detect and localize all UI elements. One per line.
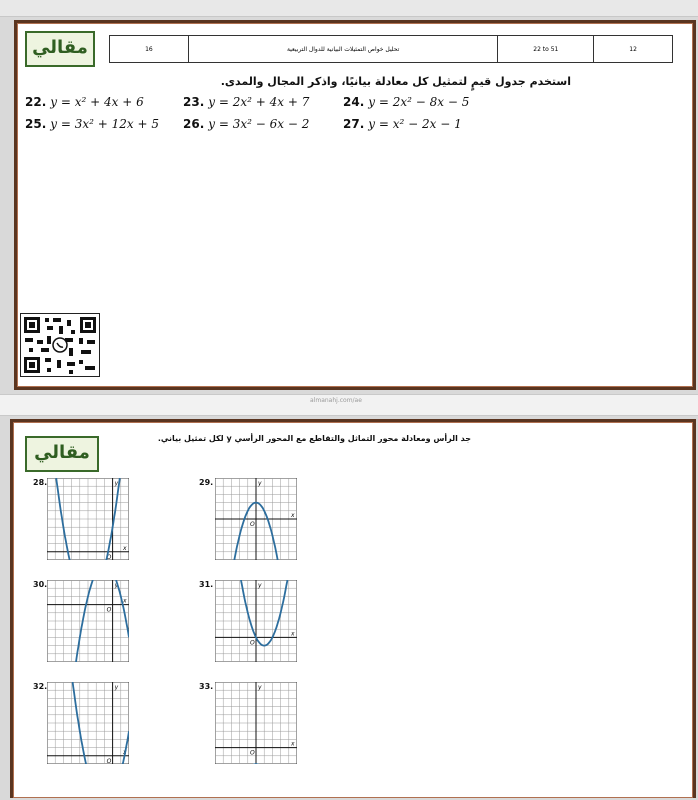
- graph-number: 28.: [33, 478, 48, 487]
- equation-item: [183, 95, 309, 109]
- parabola-graph: [215, 478, 297, 560]
- instruction-text: جد الرأس ومعادلة محور التماثل والتقاطع مع المحور الرأسي y لكل تمثيل بياني.: [157, 434, 471, 443]
- info-cell-count: 12: [594, 36, 673, 63]
- equation-expression: y = 3x² + 12x + 5: [50, 117, 159, 131]
- parabola-graph: [47, 682, 129, 764]
- browser-top-strip: [0, 0, 698, 17]
- y-axis-label: y: [258, 480, 262, 487]
- origin-label: O: [250, 639, 255, 647]
- parabola-graph: [47, 478, 129, 560]
- y-axis-label: y: [114, 684, 119, 691]
- equation-item: [25, 95, 144, 109]
- parabola-graph: [215, 682, 297, 764]
- graph-number: 30.: [33, 580, 48, 589]
- origin-label: O: [106, 553, 112, 560]
- parabola-graph: [47, 580, 129, 662]
- y-axis-label: y: [258, 684, 262, 691]
- equation-item: [183, 117, 309, 131]
- equation-item: [343, 95, 469, 109]
- x-axis-label: x: [291, 512, 295, 519]
- worksheet-page-2: [10, 419, 696, 798]
- instruction-text: استخدم جدول قيمٍ لتمثيل كل معادلة بيانيًا، واذكر المجال والمدى.: [220, 75, 571, 88]
- essay-stamp: مقالي: [25, 436, 99, 472]
- x-axis-label: x: [123, 544, 127, 552]
- equation-number: 25.: [25, 117, 47, 131]
- origin-label: O: [250, 749, 255, 757]
- origin-label: O: [106, 606, 112, 614]
- equation-number: 26.: [183, 117, 205, 131]
- equation-number: 22.: [25, 95, 47, 109]
- lesson-info-table: [109, 35, 673, 63]
- origin-label: O: [250, 521, 255, 528]
- worksheet-page-1: [14, 20, 696, 390]
- equation-expression: y = 3x² − 6x − 2: [208, 117, 310, 131]
- equation-item: [25, 117, 159, 131]
- info-cell-range: 22 to 51: [498, 36, 594, 63]
- x-axis-label: x: [123, 748, 127, 756]
- y-axis-label: y: [114, 480, 119, 487]
- graph-number: 32.: [33, 682, 48, 691]
- equation-expression: y = 2x² + 4x + 7: [208, 95, 310, 109]
- equation-expression: y = x² + 4x + 6: [50, 95, 144, 109]
- essay-stamp: مقالي: [25, 31, 95, 67]
- equation-number: 27.: [343, 117, 365, 131]
- graph-number: 33.: [199, 682, 214, 691]
- equation-expression: y = x² − 2x − 1: [368, 117, 462, 131]
- x-axis-label: x: [123, 597, 127, 605]
- y-axis-label: y: [258, 582, 262, 589]
- qr-code[interactable]: [20, 313, 100, 377]
- graph-number: 31.: [199, 580, 214, 589]
- parabola-graph: [215, 580, 297, 662]
- x-axis-label: x: [291, 740, 295, 748]
- equation-number: 24.: [343, 95, 365, 109]
- x-axis-label: x: [291, 630, 295, 638]
- equation-expression: y = 2x² − 8x − 5: [368, 95, 470, 109]
- page-divider: [0, 394, 698, 416]
- equation-number: 23.: [183, 95, 205, 109]
- watermark-url: almanahj.com/ae: [310, 397, 362, 404]
- info-cell-lesson-title: تحليل خواص التمثيلات البيانية للدوال التربيعية: [188, 36, 498, 63]
- equation-item: [343, 117, 462, 131]
- info-cell-page: 16: [110, 36, 189, 63]
- y-axis-label: y: [114, 582, 119, 589]
- graph-number: 29.: [199, 478, 214, 487]
- qr-code-graphic: [21, 314, 99, 376]
- origin-label: O: [106, 757, 112, 764]
